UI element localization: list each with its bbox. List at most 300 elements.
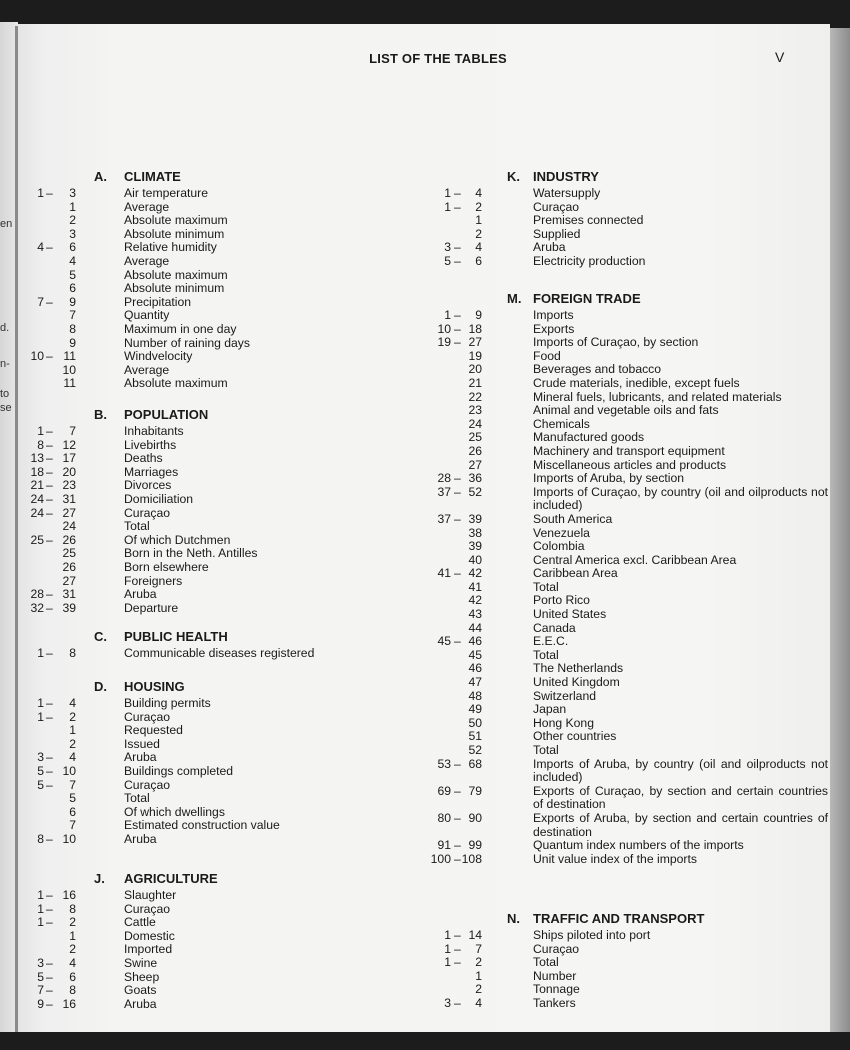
table-number: 11 (63, 349, 76, 364)
table-list-entry (423, 581, 833, 595)
table-number: 52 (468, 743, 482, 757)
table-title: Central America excl. Caribbean Area (533, 552, 737, 567)
table-title: Unit value index of the imports (533, 851, 697, 866)
table-range-start: 24 (30, 491, 44, 506)
table-list-entry (423, 350, 833, 364)
table-title: Communicable diseases registered (124, 646, 315, 660)
table-title: Electricity production (533, 253, 646, 268)
right-page-edge (830, 28, 850, 1032)
section-industry (423, 169, 833, 269)
table-list-entry (18, 466, 418, 480)
table-number: 16 (62, 888, 76, 902)
section-letter: C. (94, 629, 107, 644)
range-dash: – (454, 484, 461, 499)
range-dash: – (46, 915, 53, 930)
table-title: Aruba (124, 996, 157, 1011)
table-title: Chemicals (533, 416, 590, 431)
range-dash: – (46, 955, 53, 970)
table-title: Average (124, 362, 170, 377)
table-number: 1 (475, 213, 482, 228)
table-number: 8 (69, 901, 76, 916)
table-number: 4 (69, 750, 76, 765)
table-title: E.E.C. (533, 634, 569, 649)
table-list-entry (423, 662, 833, 676)
range-dash: – (454, 511, 461, 526)
table-title: Air temperature (124, 186, 208, 200)
range-dash: – (46, 294, 53, 309)
table-title: Crude materials, inedible, except fuels (533, 375, 740, 390)
table-number: 2 (475, 955, 482, 970)
table-list-entry (18, 588, 418, 602)
table-list-entry (423, 812, 833, 839)
table-list-entry (423, 690, 833, 704)
table-list-entry (18, 479, 418, 493)
table-number: 4 (475, 186, 482, 200)
section-heading (423, 291, 833, 309)
table-number: 46 (468, 661, 482, 676)
page-number: V (775, 49, 785, 65)
range-dash: – (454, 199, 461, 214)
section-name: INDUSTRY (533, 169, 599, 184)
section-letter: N. (507, 911, 520, 926)
table-list-entry (18, 765, 418, 779)
table-number: 18 (468, 321, 482, 336)
range-dash: – (454, 810, 461, 825)
table-number: 24 (468, 416, 482, 431)
range-dash: – (46, 831, 53, 846)
table-list-entry (423, 997, 833, 1011)
table-number: 20 (62, 464, 76, 479)
table-range-start: 1 (37, 646, 44, 660)
table-list-entry (18, 957, 418, 971)
table-number: 6 (69, 240, 76, 255)
table-number: 7 (69, 424, 76, 438)
left-page-fragment: n- (0, 358, 10, 370)
table-list-entry (18, 819, 418, 833)
table-number: 39 (62, 600, 76, 615)
range-dash: – (46, 491, 53, 506)
range-dash: – (46, 478, 53, 493)
table-title: Absolute minimum (124, 226, 225, 241)
table-title: Marriages (124, 464, 179, 479)
range-dash: – (46, 587, 53, 602)
table-list-entry (18, 439, 418, 453)
table-range-start: 5 (444, 253, 451, 268)
table-list-entry (18, 697, 418, 711)
table-list-entry (423, 201, 833, 215)
table-range-start: 69 (437, 783, 451, 798)
range-dash: – (454, 783, 461, 798)
table-title: United States (533, 607, 607, 622)
table-number: 4 (69, 696, 76, 710)
table-title: Cattle (124, 915, 156, 930)
table-number: 25 (62, 546, 76, 561)
table-title: Precipitation (124, 294, 192, 309)
table-title: Imports of Aruba, by section (533, 471, 685, 486)
table-list-entry (423, 744, 833, 758)
table-range-start: 24 (30, 505, 44, 520)
table-number: 46 (468, 634, 482, 649)
range-dash: – (46, 451, 53, 466)
table-list-entry (423, 567, 833, 581)
table-title: Aruba (533, 240, 566, 255)
table-range-start: 1 (444, 199, 451, 214)
section-name: AGRICULTURE (124, 871, 218, 886)
table-number: 42 (468, 566, 482, 581)
table-list-entry (423, 527, 833, 541)
table-list-entry (18, 255, 418, 269)
table-list-entry (18, 602, 418, 616)
table-title: Total (124, 519, 150, 534)
table-number: 26 (468, 443, 482, 458)
table-list-entry (423, 594, 833, 608)
table-number: 3 (69, 226, 76, 241)
left-page-fragment: se (0, 402, 12, 414)
table-range-start: 1 (444, 308, 451, 322)
table-number: 9 (69, 335, 76, 350)
table-range-start: 1 (444, 941, 451, 956)
table-range-start: 37 (437, 511, 451, 526)
range-dash: – (46, 777, 53, 792)
table-number: 2 (69, 213, 76, 228)
table-range-start: 1 (37, 696, 44, 710)
table-title: Livebirths (124, 437, 177, 452)
table-title: Building permits (124, 696, 211, 710)
table-range-start: 1 (37, 915, 44, 930)
table-title: Tonnage (533, 982, 580, 997)
table-title: Windvelocity (124, 349, 193, 364)
section-heading (18, 629, 418, 647)
table-range-start: 3 (444, 240, 451, 255)
table-list-entry (423, 540, 833, 554)
table-number: 27 (468, 457, 482, 472)
range-dash: – (46, 424, 53, 438)
range-dash: – (46, 983, 53, 998)
table-list-entry (423, 323, 833, 337)
table-list-entry (18, 547, 418, 561)
range-dash: – (46, 996, 53, 1011)
table-list-entry (18, 228, 418, 242)
table-title: Total (533, 743, 559, 757)
table-title: Absolute maximum (124, 267, 228, 282)
table-list-entry (18, 575, 418, 589)
table-range-start: 5 (37, 777, 44, 792)
table-list-entry (18, 647, 418, 661)
table-number: 4 (69, 955, 76, 970)
table-title: Divorces (124, 478, 172, 493)
table-list-entry (423, 445, 833, 459)
range-dash: – (454, 634, 461, 649)
table-list-entry (423, 214, 833, 228)
section-letter: K. (507, 169, 520, 184)
table-title: Inhabitants (124, 424, 184, 438)
left-page-fragment: d. (0, 322, 10, 334)
table-title: Ships piloted into port (533, 928, 651, 942)
table-list-entry (18, 998, 418, 1012)
section-name: CLIMATE (124, 169, 181, 184)
section-traffic-and-transport (423, 911, 833, 1011)
table-number: 2 (475, 982, 482, 997)
table-range-start: 7 (37, 294, 44, 309)
table-list-entry (18, 241, 418, 255)
table-title: Aruba (124, 587, 157, 602)
table-number: 19 (468, 348, 482, 363)
table-title: Average (124, 253, 170, 268)
table-range-start: 28 (437, 471, 451, 486)
table-number: 7 (475, 941, 482, 956)
table-number: 2 (69, 915, 76, 930)
table-title: Exports of Curaçao, by section and certain countries of destination (533, 783, 828, 812)
table-title: Caribbean Area (533, 566, 618, 581)
table-number: 8 (69, 321, 76, 336)
section-public-health (18, 629, 418, 661)
table-title: Curaçao (124, 901, 171, 916)
range-dash: – (454, 851, 461, 866)
table-range-start: 8 (37, 437, 44, 452)
table-number: 2 (475, 199, 482, 214)
table-title: Of which dwellings (124, 804, 225, 819)
table-title: Beverages and tobacco (533, 362, 662, 377)
range-dash: – (454, 253, 461, 268)
table-title: Average (124, 199, 170, 214)
table-list-entry (423, 187, 833, 201)
table-number: 1 (69, 199, 76, 214)
table-title: Issued (124, 736, 160, 751)
table-number: 4 (475, 240, 482, 255)
table-range-start: 45 (437, 634, 451, 649)
table-title: Total (533, 579, 559, 594)
table-range-start: 1 (37, 186, 44, 200)
table-number: 7 (69, 308, 76, 323)
table-list-entry (423, 649, 833, 663)
range-dash: – (454, 335, 461, 350)
table-title: Hong Kong (533, 715, 594, 730)
table-title: Curaçao (533, 199, 580, 214)
table-title: South America (533, 511, 613, 526)
range-dash: – (46, 505, 53, 520)
table-title: United Kingdom (533, 675, 620, 690)
range-dash: – (46, 901, 53, 916)
table-range-start: 10 (437, 321, 451, 336)
range-dash: – (46, 646, 53, 660)
table-title: Venezuela (533, 525, 590, 540)
table-title: Born elsewhere (124, 559, 209, 574)
table-title: Curaçao (124, 505, 171, 520)
table-title: Imports of Curaçao, by country (oil and oilproducts not included) (533, 484, 828, 513)
range-dash: – (454, 955, 461, 970)
table-number: 27 (62, 573, 76, 588)
table-title: Domestic (124, 928, 175, 943)
table-range-start: 91 (437, 838, 451, 853)
range-dash: – (46, 437, 53, 452)
table-number: 6 (475, 253, 482, 268)
range-dash: – (454, 321, 461, 336)
table-number: 26 (62, 532, 76, 547)
table-title: Requested (124, 723, 183, 738)
table-title: Domiciliation (124, 491, 194, 506)
table-list-entry (18, 534, 418, 548)
document-page (18, 24, 830, 1032)
table-list-entry (18, 984, 418, 998)
range-dash: – (46, 349, 53, 364)
table-title: Buildings completed (124, 763, 234, 778)
table-number: 21 (468, 375, 482, 390)
table-number: 8 (69, 983, 76, 998)
section-letter: M. (507, 291, 522, 306)
table-title: Curaçao (124, 709, 171, 724)
table-number: 2 (69, 942, 76, 957)
table-title: Tankers (533, 995, 576, 1010)
table-number: 50 (468, 715, 482, 730)
table-number: 38 (468, 525, 482, 540)
section-name: HOUSING (124, 679, 185, 694)
table-number: 11 (63, 376, 76, 391)
section-name: POPULATION (124, 407, 209, 422)
table-range-start: 3 (444, 995, 451, 1010)
table-range-start: 1 (37, 424, 44, 438)
table-title: Absolute maximum (124, 376, 228, 391)
table-list-entry (423, 377, 833, 391)
table-range-start: 1 (37, 888, 44, 902)
table-list-entry (18, 452, 418, 466)
table-number: 9 (475, 308, 482, 322)
table-title: Miscellaneous articles and products (533, 457, 727, 472)
table-list-entry (18, 779, 418, 793)
table-list-entry (423, 404, 833, 418)
section-agriculture (18, 871, 418, 1011)
page-title: LIST OF THE TABLES (369, 51, 507, 66)
table-list-entry (423, 703, 833, 717)
table-range-start: 5 (37, 969, 44, 984)
table-number: 39 (468, 539, 482, 554)
table-title: Colombia (533, 539, 585, 554)
table-title: Canada (533, 620, 576, 635)
table-list-entry (423, 554, 833, 568)
range-dash: – (46, 696, 53, 710)
table-title: Food (533, 348, 561, 363)
table-number: 22 (468, 389, 482, 404)
table-range-start: 8 (37, 831, 44, 846)
table-list-entry (18, 520, 418, 534)
table-range-start: 1 (37, 709, 44, 724)
section-letter: B. (94, 407, 107, 422)
table-range-start: 21 (30, 478, 44, 493)
table-title: Total (533, 955, 559, 970)
table-number: 12 (62, 437, 76, 452)
table-title: Born in the Neth. Antilles (124, 546, 258, 561)
table-list-entry (18, 377, 418, 391)
table-title: Imported (124, 942, 173, 957)
range-dash: – (454, 941, 461, 956)
table-list-entry (423, 255, 833, 269)
table-number: 27 (468, 335, 482, 350)
table-number: 39 (468, 511, 482, 526)
section-letter: J. (94, 871, 105, 886)
table-number: 20 (468, 362, 482, 377)
table-list-entry (18, 425, 418, 439)
table-number: 40 (468, 552, 482, 567)
table-title: Imports of Aruba, by country (oil and oilproducts not included) (533, 756, 828, 785)
section-heading (423, 169, 833, 187)
table-list-entry (18, 337, 418, 351)
table-number: 7 (69, 818, 76, 833)
table-number: 79 (468, 783, 482, 798)
table-list-entry (423, 956, 833, 970)
section-name: TRAFFIC AND TRANSPORT (533, 911, 705, 926)
table-number: 41 (468, 579, 482, 594)
table-list-entry (423, 839, 833, 853)
range-dash: – (46, 969, 53, 984)
table-title: Manufactured goods (533, 430, 645, 445)
table-list-entry (18, 269, 418, 283)
table-list-entry (18, 296, 418, 310)
range-dash: – (46, 888, 53, 902)
table-number: 27 (62, 505, 76, 520)
table-number: 10 (62, 362, 76, 377)
table-title: The Netherlands (533, 661, 624, 676)
range-dash: – (46, 464, 53, 479)
table-title: Goats (124, 983, 157, 998)
table-number: 36 (468, 471, 482, 486)
table-list-entry (18, 350, 418, 364)
section-heading (18, 407, 418, 425)
table-list-entry (423, 486, 833, 513)
table-number: 17 (62, 451, 76, 466)
section-name: PUBLIC HEALTH (124, 629, 228, 644)
range-dash: – (454, 756, 461, 771)
range-dash: – (46, 763, 53, 778)
table-list-entry (423, 635, 833, 649)
table-list-entry (423, 309, 833, 323)
range-dash: – (454, 928, 461, 942)
table-number: 108 (461, 851, 482, 866)
table-range-start: 80 (437, 810, 451, 825)
table-number: 2 (69, 736, 76, 751)
section-heading (18, 679, 418, 697)
table-title: Aruba (124, 750, 157, 765)
table-list-entry (423, 929, 833, 943)
table-title: Relative humidity (124, 240, 217, 255)
table-list-entry (18, 364, 418, 378)
table-title: Exports of Aruba, by section and certain countries of destination (533, 810, 828, 839)
table-number: 99 (468, 838, 482, 853)
table-list-entry (423, 241, 833, 255)
table-range-start: 28 (30, 587, 44, 602)
table-list-entry (423, 853, 833, 867)
table-title: Premises connected (533, 213, 644, 228)
table-range-start: 25 (30, 532, 44, 547)
table-number: 45 (468, 647, 482, 662)
table-number: 8 (69, 646, 76, 660)
table-list-entry (423, 418, 833, 432)
table-list-entry (423, 363, 833, 377)
table-title: Imports (533, 308, 574, 322)
table-number: 16 (62, 996, 76, 1011)
table-title: Imports of Curaçao, by section (533, 335, 699, 350)
range-dash: – (46, 600, 53, 615)
table-list-entry (18, 833, 418, 847)
range-dash: – (454, 995, 461, 1010)
table-list-entry (18, 493, 418, 507)
table-number: 4 (475, 995, 482, 1010)
table-range-start: 9 (37, 996, 44, 1011)
table-range-start: 1 (444, 928, 451, 942)
table-range-start: 53 (437, 756, 451, 771)
table-number: 90 (468, 810, 482, 825)
table-number: 43 (468, 607, 482, 622)
range-dash: – (454, 838, 461, 853)
table-title: Other countries (533, 729, 617, 744)
